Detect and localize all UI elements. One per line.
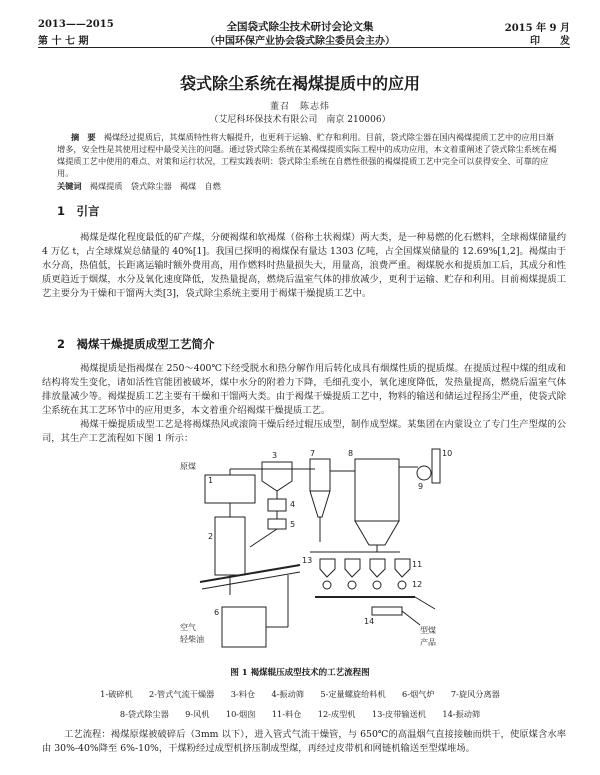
press-4 (398, 581, 406, 589)
abstract-text: 褐煤经过提质后，其煤质特性将大幅提升，也更利于运输、贮存和利用。目前，袋式除尘器在国内褐煤提质工艺中的应用日渐增多，安全性是其使用过程中最受关注的问题。通过袋式除尘系统在某褐煤提质实际工程中的成功应用，本文着重阐述了袋式除尘系统在褐煤提质工艺中使用的难点、对策和运行状况，工程实践表明：袋式除尘系统在自燃性很强的褐煤提质工艺中完全可以获得安全、可靠的应用。 (57, 132, 557, 178)
paper-authors: 董召 陈志炜 (269, 102, 330, 112)
keywords-label: 关键词 (57, 181, 82, 191)
header-journal-title: 全国袋式除尘技术研讨会论文集 (226, 21, 374, 33)
vibrating-screen (268, 499, 286, 511)
num-6: 6 (214, 608, 220, 617)
num-13: 13 (302, 556, 313, 565)
num-5: 5 (290, 520, 296, 529)
num-7: 7 (310, 449, 316, 458)
section-2-heading: 2 褐煤干燥提质成型工艺简介 (57, 337, 215, 351)
press-2 (348, 581, 356, 589)
num-12: 12 (412, 580, 423, 589)
label-raw-coal: 原煤 (180, 462, 196, 471)
header-print: 印 发 (530, 36, 570, 47)
hopper (262, 462, 292, 491)
paper-affiliation: （艾尼科环保技术有限公司 南京 210006） (209, 115, 391, 125)
num-1: 1 (208, 476, 214, 485)
section-1-heading: 1 引言 (57, 204, 100, 218)
cyclone (310, 459, 330, 491)
header-date: 2015 年 9 月 (504, 23, 570, 34)
section-2-paragraph-2: 褐煤干燥提质成型工艺是将褐煤热风或滚筒干燥后经过辊压成型，制作成型煤。某集团在内蒙设立了专门生产型煤的公司，其生产工艺流程如下图 1 所示： (42, 419, 566, 444)
baghouse (355, 459, 399, 521)
header-issue: 第 十 七 期 (38, 36, 89, 47)
figure-legend-line-2: 8-袋式除尘器 9-风机 10-烟囱 11-料仓 12-成型机 13-皮带输送机 14-振动筛 (119, 709, 481, 719)
section-1-paragraph: 褐煤是煤化程度最低的矿产煤，分硬褐煤和软褐煤（俗称土状褐煤）两大类，是一种易燃的化石燃料，全球褐煤储量约 4 万亿 t，占全球煤炭总储量的 40%[1]。我国已探明的褐煤保有量达 1303 亿吨，占全国煤炭储量的 12.69%[1,2]。褐煤由于水分高，热值低，长距离运输时额外费用高，用作燃料时热量损失大，用量高，浪费严重。褐煤脱水和提质加工后，其成分和性质更趋近于烟煤，水分及氧化速度降低，发热量提高，燃烧后温室气体的排放减少，更利于运输、贮存和利用。目前褐煤提质工艺主要分为干燥和干馏两大类[3]，袋式除尘系统主要用于褐煤干燥提质工艺中。 (42, 232, 566, 299)
header-rule (38, 47, 570, 48)
num-2: 2 (208, 532, 214, 541)
final-screen (372, 607, 402, 615)
paper-title: 袋式除尘系统在褐煤提质中的应用 (179, 74, 420, 93)
baghouse-hopper (355, 521, 399, 545)
silo-3 (370, 559, 385, 577)
process-description: 工艺流程：褐煤原煤被破碎后（3mm 以下），进入管式气流干燥管，与 650℃的高温烟气直接接触而烘干，使原煤含水率由 30%-40%降至 6%-10%，干煤粉经过成型机挤压制成型煤，再经过皮带机和网链机输送至型煤堆场。 (42, 729, 566, 754)
silo-4 (395, 559, 410, 577)
num-10: 10 (442, 449, 453, 458)
fan (417, 466, 431, 480)
num-14: 14 (364, 617, 375, 626)
header-organizer: （中国环保产业协会袋式除尘委员会主办） (205, 36, 395, 47)
num-4: 4 (290, 500, 296, 509)
keywords (57, 181, 557, 192)
screw-feeder (268, 519, 286, 529)
press-1 (323, 581, 331, 589)
cyclone-cone (310, 491, 330, 517)
chimney (432, 449, 440, 483)
keywords-text: 褐煤提质 袋式除尘器 褐煤 自燃 (89, 181, 221, 191)
label-product: 产品 (420, 638, 436, 647)
num-9: 9 (418, 482, 424, 491)
section-2-paragraph-1: 褐煤提质是指褐煤在 250～400℃下经受脱水和热分解作用后转化成具有烟煤性质的提质煤。在提质过程中煤的组成和结构将发生变化，诸如活性官能团被破坏，煤中水分的附着力下降，毛细孔变小，氧化速度降低，发热量提高，燃烧后温室气体排放量减少等。褐煤提质工艺主要有干燥和干馏两大类。由于褐煤干燥提质工艺中，物料的输送和储运过程扬尘严重，使袋式除尘系统在其工艺环节中的应用更多，本文着重介绍褐煤干燥提质工艺。 (42, 363, 566, 416)
num-3: 3 (272, 451, 278, 460)
silo-1 (320, 559, 335, 577)
label-briquette: 型煤 (420, 626, 436, 635)
figure-legend-line-1: 1-破碎机 2-管式气流干燥器 3-料仓 4-振动筛 5-定量螺旋给料机 6-烟气炉 7-旋风分离器 (100, 689, 500, 699)
figure-caption: 图 1 褐煤辊压成型技术的工艺流程图 (230, 668, 370, 678)
silo-2 (345, 559, 360, 577)
num-8: 8 (348, 449, 354, 458)
process-flow-diagram (150, 447, 453, 657)
num-11: 11 (412, 560, 423, 569)
abstract-label: 摘 要 (71, 132, 96, 142)
label-air: 空气 (180, 623, 196, 632)
dryer-tube (215, 517, 245, 575)
flue-gas-furnace (222, 607, 266, 647)
press-3 (373, 581, 381, 589)
header-year-range: 2013——2015 (38, 19, 114, 30)
abstract (57, 131, 557, 179)
label-light-oil: 轻柴油 (180, 635, 204, 644)
